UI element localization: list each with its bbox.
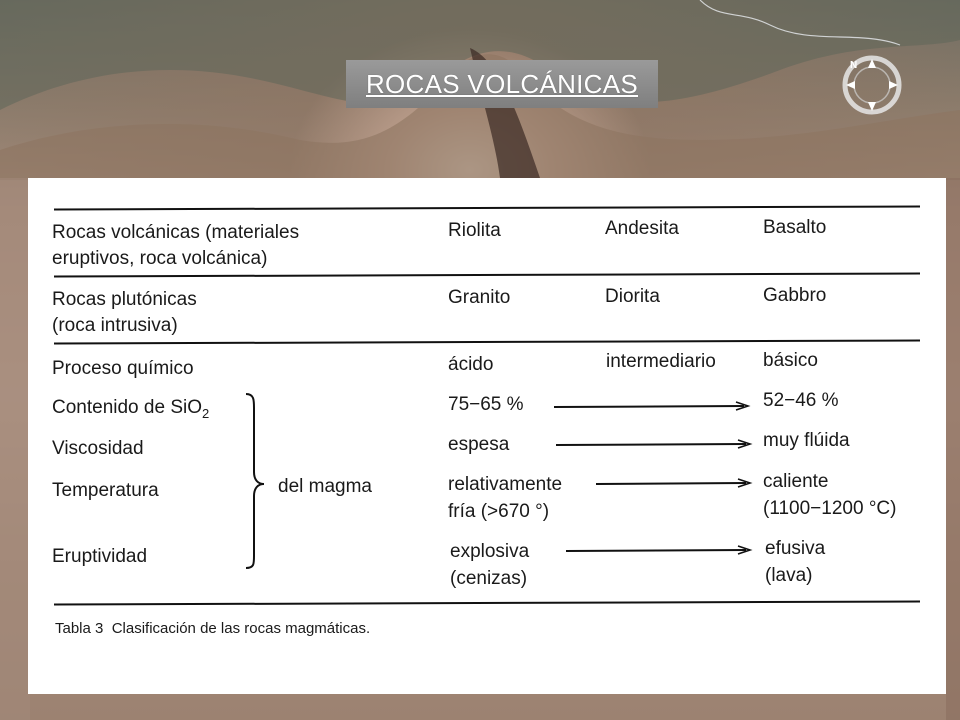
silica-arrow bbox=[552, 400, 752, 414]
cell-acido: ácido bbox=[448, 354, 494, 375]
cell-basalto: Basalto bbox=[763, 217, 827, 238]
row-label-temperature: Temperatura bbox=[52, 480, 159, 501]
viscosity-from: espesa bbox=[448, 434, 510, 455]
cell-basico: básico bbox=[763, 350, 818, 371]
row-label-eruptivity: Eruptividad bbox=[52, 546, 148, 567]
row-label-plutonic: Rocas plutónicas bbox=[52, 289, 197, 310]
compass-icon[interactable] bbox=[832, 50, 912, 120]
viscosity-arrow bbox=[554, 438, 754, 452]
group-label-magma: del magma bbox=[278, 476, 372, 497]
cell-riolita: Riolita bbox=[448, 220, 501, 241]
temperature-arrow bbox=[594, 477, 754, 491]
row-label-chemical: Proceso químico bbox=[52, 358, 194, 379]
eruptivity-arrow bbox=[564, 544, 754, 558]
temperature-from-line1: relativamente bbox=[448, 474, 563, 495]
eruptivity-from-line2: (cenizas) bbox=[450, 568, 528, 589]
temperature-from-line2: fría (>670 °) bbox=[448, 501, 550, 522]
cell-intermediario: intermediario bbox=[606, 351, 716, 372]
classification-table bbox=[28, 178, 946, 694]
temperature-to-line1: caliente bbox=[763, 471, 829, 492]
slide-title-box bbox=[346, 60, 658, 108]
eruptivity-to-line2: (lava) bbox=[765, 565, 813, 586]
magma-brace bbox=[240, 392, 270, 570]
eruptivity-from-line1: explosiva bbox=[450, 541, 530, 562]
cell-gabbro: Gabbro bbox=[763, 285, 827, 306]
silica-to: 52−46 % bbox=[763, 390, 839, 411]
row-label-volcanic: Rocas volcánicas (materiales bbox=[52, 222, 300, 243]
row-label-silica bbox=[52, 395, 209, 427]
table-rule bbox=[54, 272, 920, 277]
row-label-silica-text: Contenido de SiO bbox=[52, 397, 202, 418]
cell-granito: Granito bbox=[448, 287, 511, 308]
row-label-viscosity: Viscosidad bbox=[52, 438, 144, 459]
svg-text:N: N bbox=[850, 60, 858, 71]
cell-andesita: Andesita bbox=[605, 218, 679, 239]
row-label-volcanic-cont: eruptivos, roca volcánica) bbox=[52, 248, 268, 269]
table-caption: Tabla 3 Clasificación de las rocas magmáticas. bbox=[55, 620, 371, 637]
slide-title: ROCAS VOLCÁNICAS bbox=[365, 68, 639, 99]
table-rule bbox=[54, 339, 920, 344]
table-rule bbox=[54, 600, 920, 605]
temperature-to-line2: (1100−1200 °C) bbox=[763, 498, 897, 519]
row-label-silica-subscript: 2 bbox=[202, 405, 210, 421]
table-rule bbox=[54, 205, 920, 210]
eruptivity-to-line1: efusiva bbox=[765, 538, 826, 559]
silica-from: 75−65 % bbox=[448, 394, 524, 415]
row-label-plutonic-cont: (roca intrusiva) bbox=[52, 315, 178, 336]
cell-diorita: Diorita bbox=[605, 286, 660, 307]
viscosity-to: muy flúida bbox=[763, 430, 850, 451]
